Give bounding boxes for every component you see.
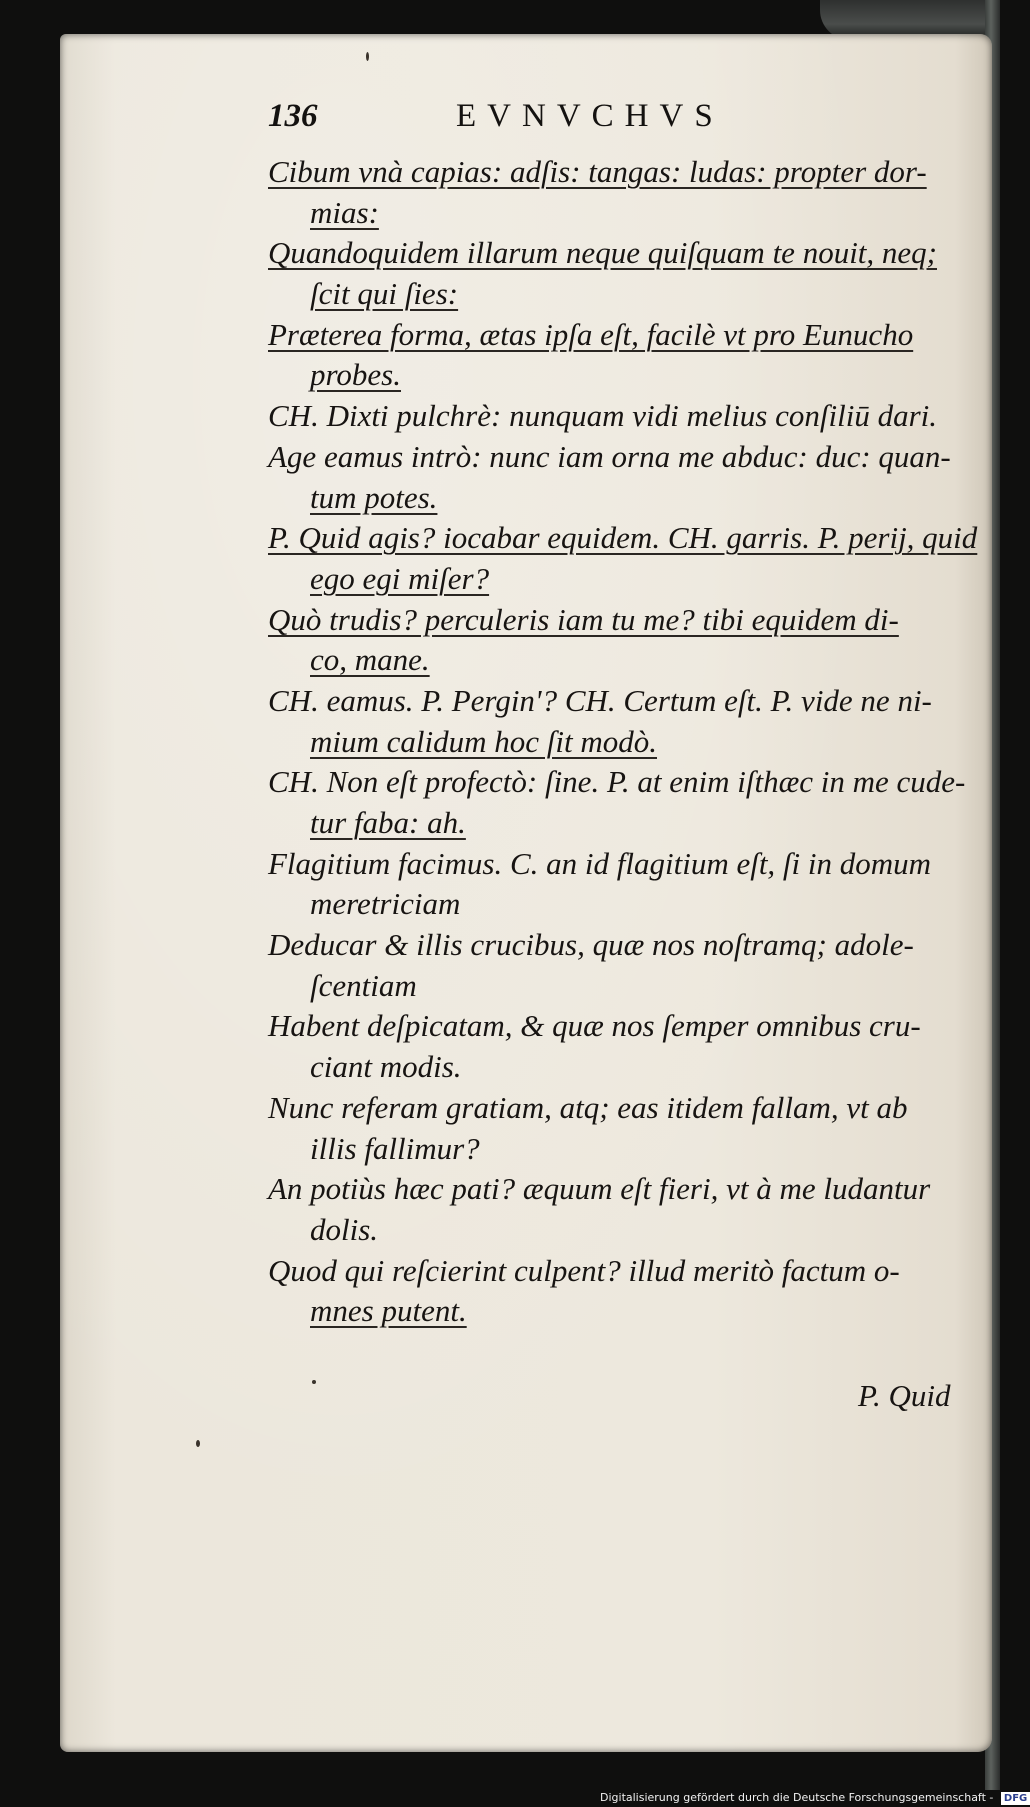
text-line: Cibum vnà capias: adſis: tangas: ludas: propter dor-	[268, 154, 927, 189]
text-line: mias:	[310, 194, 379, 230]
text-line: tur faba: ah.	[310, 805, 466, 840]
text-line: meretriciam	[310, 886, 461, 922]
ink-speck	[366, 52, 369, 61]
text-line: An potiùs hæc pati? æquum eſt fieri, vt à me ludantur	[268, 1171, 931, 1207]
text-line: tum potes.	[310, 479, 438, 515]
text-line: P. Quid agis? iocabar equidem. CH. garris. P. perij, quid	[268, 520, 978, 556]
page-number: 136	[268, 98, 318, 134]
text-line: Habent deſpicatam, & quæ nos ſemper omnibus cru-	[268, 1008, 921, 1044]
text-line: CH. Dixti pulchrè: nunquam vidi melius conſiliū dari.	[268, 398, 938, 434]
text-line: illis fallimur?	[310, 1130, 480, 1166]
running-head	[210, 98, 930, 148]
ink-speck	[196, 1440, 200, 1447]
text-line: Quod qui reſcierint culpent? illud meritò factum o-	[268, 1252, 900, 1288]
text-line: CH. eamus. P. Pergin'? CH. Certum eſt. P. vide ne ni-	[268, 682, 932, 718]
text-line: ſcit qui ſies:	[310, 276, 459, 312]
catchword: P. Quid	[858, 1378, 951, 1413]
text-line: dolis.	[310, 1211, 379, 1247]
text-line: ciant modis.	[310, 1049, 462, 1085]
text-line: Nunc referam gratiam, atq; eas itidem fallam, vt ab	[268, 1089, 908, 1125]
text-line: ego egi miſer?	[310, 560, 490, 596]
funding-footer	[600, 1789, 1028, 1807]
text-line: Flagitium facimus. C. an id flagitium eſt, ſi in domum	[268, 845, 932, 881]
text-line: probes.	[310, 357, 401, 393]
text-line: mium calidum hoc ſit modò.	[310, 723, 657, 759]
text-line: ſcentiam	[310, 967, 417, 1003]
text-line: mnes putent.	[310, 1293, 467, 1329]
text-line: CH. Non eſt profectò: ſine. P. at enim iſthæc in me cude-	[268, 764, 966, 800]
text-line: Præterea forma, ætas ipſa eſt, facilè vt pro Eunucho	[268, 316, 914, 352]
text-line: Quò trudis? perculeris iam tu me? tibi equidem di-	[268, 601, 899, 637]
ink-speck	[312, 1380, 316, 1384]
footer-text: Digitalisierung gefördert durch die Deutsche Forschungsgemeinschaft -	[600, 1791, 994, 1804]
running-title: EVNVCHVS	[456, 98, 724, 134]
text-line: Quandoquidem illarum neque quiſquam te nouit, neq;	[268, 235, 937, 271]
dfg-logo: DFG	[1001, 1792, 1030, 1805]
text-line: co, mane.	[310, 642, 430, 678]
text-block	[268, 152, 978, 1332]
text-line: Deducar & illis crucibus, quæ nos noſtramq; adole-	[268, 927, 914, 963]
text-line: Age eamus intrò: nunc iam orna me abduc: duc: quan-	[268, 438, 951, 474]
